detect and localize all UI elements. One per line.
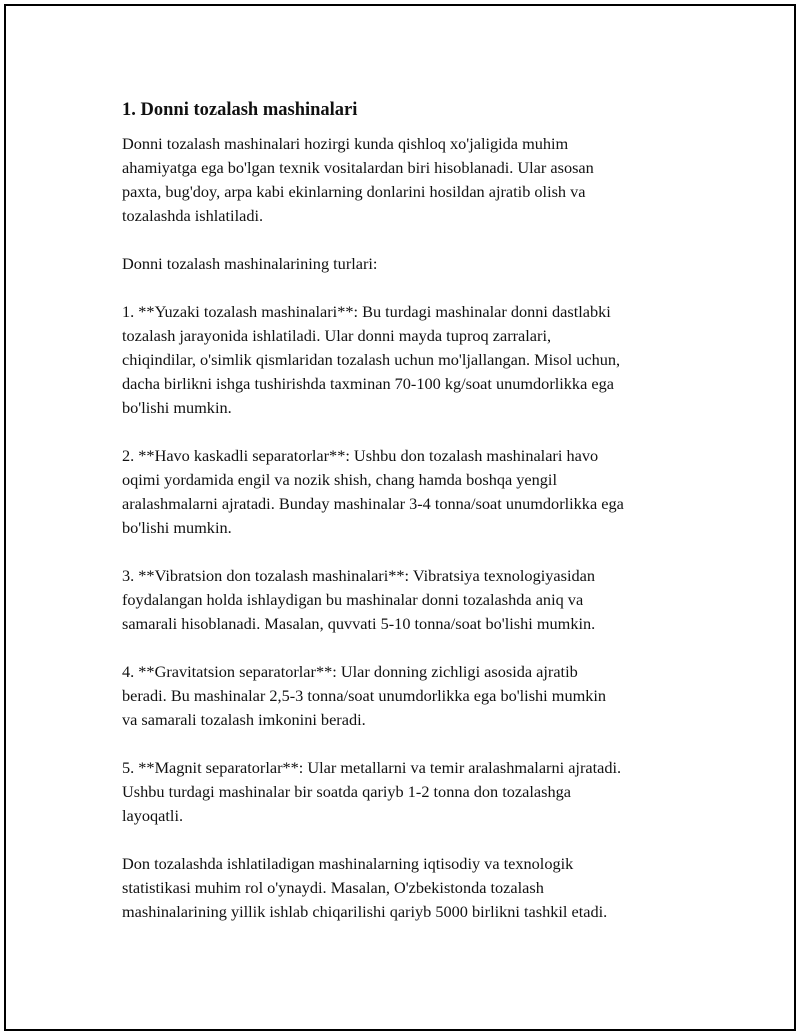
types-heading-paragraph (122, 252, 712, 276)
text-line: layoqatli. (122, 806, 184, 825)
text-line: bo'lishi mumkin. (122, 398, 232, 417)
list-item-3 (122, 564, 712, 636)
text-line: Donni tozalash mashinalari hozirgi kunda qishloq xo'jaligida muhim (122, 134, 569, 153)
document-body (122, 98, 712, 948)
text-line: tozalashda ishlatiladi. (122, 206, 264, 225)
text-line: 4. **Gravitatsion separatorlar**: Ular donning zichligi asosida ajratib (122, 662, 578, 681)
text-line: chiqindilar, o'simlik qismlaridan tozalash uchun mo'ljallangan. Misol uchun, (122, 350, 621, 369)
text-line: 3. **Vibratsion don tozalash mashinalari**: Vibratsiya texnologiyasidan (122, 566, 595, 585)
text-line: 1. **Yuzaki tozalash mashinalari**: Bu turdagi mashinalar donni dastlabki (122, 302, 611, 321)
text-line: beradi. Bu mashinalar 2,5-3 tonna/soat unumdorlikka ega bo'lishi mumkin (122, 686, 607, 705)
text-line: paxta, bug'doy, arpa kabi ekinlarning donlarini hosildan ajratib olish va (122, 182, 586, 201)
document-title: 1. Donni tozalash mashinalari (122, 100, 358, 120)
text-line: statistikasi muhim rol o'ynaydi. Masalan, O'zbekistonda tozalash (122, 878, 544, 897)
text-line: bo'lishi mumkin. (122, 518, 232, 537)
text-line: samarali hisoblanadi. Masalan, quvvati 5-10 tonna/soat bo'lishi mumkin. (122, 614, 596, 633)
text-line: dacha birlikni ishga tushirishda taxminan 70-100 kg/soat unumdorlikka ega (122, 374, 614, 393)
text-line: mashinalarining yillik ishlab chiqarilishi qariyb 5000 birlikni tashkil etadi. (122, 902, 608, 921)
intro-paragraph (122, 132, 712, 228)
text-line: oqimi yordamida engil va nozik shish, chang hamda boshqa yengil (122, 470, 557, 489)
text-line: ahamiyatga ega bo'lgan texnik vositalardan biri hisoblanadi. Ular asosan (122, 158, 594, 177)
list-item-2 (122, 444, 712, 540)
text-line: 5. **Magnit separatorlar**: Ular metallarni va temir aralashmalarni ajratadi. (122, 758, 622, 777)
list-item-4 (122, 660, 712, 732)
text-line: va samarali tozalash imkonini beradi. (122, 710, 366, 729)
text-line: Donni tozalash mashinalarining turlari: (122, 254, 378, 273)
text-line: aralashmalarni ajratadi. Bunday mashinalar 3-4 tonna/soat unumdorlikka ega (122, 494, 624, 513)
text-line: tozalash jarayonida ishlatiladi. Ular donni mayda tuproq zarralari, (122, 326, 552, 345)
text-line: Ushbu turdagi mashinalar bir soatda qariyb 1-2 tonna don tozalashga (122, 782, 571, 801)
text-line: Don tozalashda ishlatiladigan mashinalarning iqtisodiy va texnologik (122, 854, 574, 873)
text-line: foydalangan holda ishlaydigan bu mashinalar donni tozalashda aniq va (122, 590, 584, 609)
list-item-5 (122, 756, 712, 828)
text-line: 2. **Havo kaskadli separatorlar**: Ushbu don tozalash mashinalari havo (122, 446, 599, 465)
closing-paragraph (122, 852, 712, 924)
page-frame (4, 4, 796, 1031)
list-item-1 (122, 300, 712, 420)
